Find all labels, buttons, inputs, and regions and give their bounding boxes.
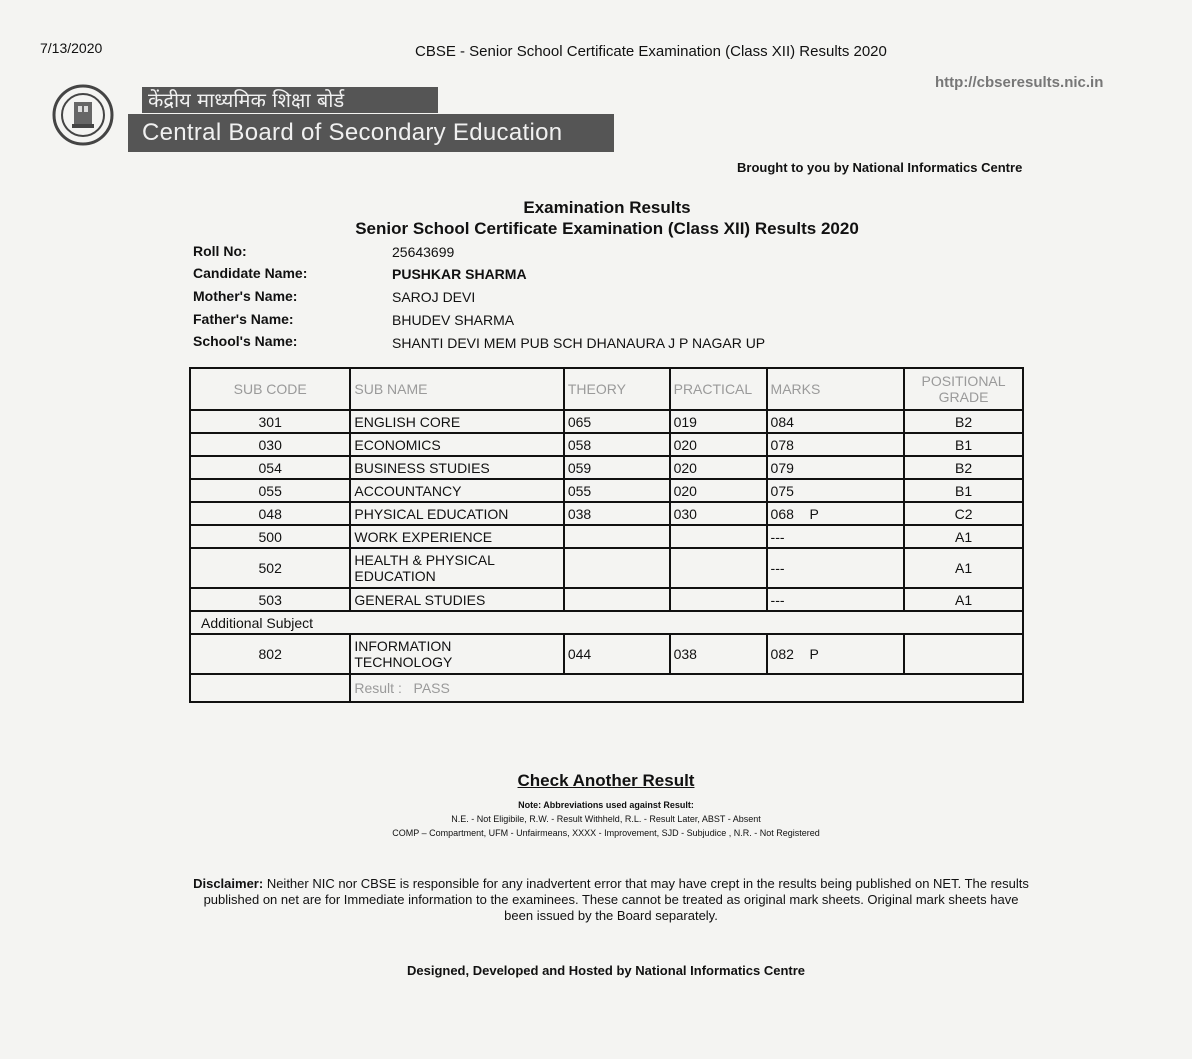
disclaimer	[190, 876, 1032, 924]
col-sub-code: SUB CODE	[190, 368, 350, 410]
grade: A1	[904, 548, 1023, 588]
candidate-name: PUSHKAR SHARMA	[392, 266, 527, 282]
practical-marks	[670, 525, 767, 548]
sub-name: WORK EXPERIENCE	[350, 525, 563, 548]
total-marks	[767, 634, 905, 674]
total-marks	[767, 456, 905, 479]
grade: B1	[904, 479, 1023, 502]
marks-flag: P	[809, 505, 819, 522]
sub-name-line1: HEALTH & PHYSICAL	[354, 552, 495, 568]
result-label: Result :	[354, 680, 402, 696]
sub-code: 048	[190, 502, 350, 525]
theory-marks	[564, 588, 670, 611]
total-marks	[767, 502, 905, 525]
sub-code: 054	[190, 456, 350, 479]
total-marks	[767, 525, 905, 548]
theory-marks: 065	[564, 410, 670, 433]
marks-flag: P	[809, 646, 819, 662]
table-row	[190, 502, 1023, 525]
theory-marks: 059	[564, 456, 670, 479]
print-date: 7/13/2020	[40, 40, 103, 56]
abbreviations-line-1: N.E. - Not Eligibile, R.W. - Result Withheld, R.L. - Result Later, ABST - Absent	[451, 814, 761, 824]
marks-table	[189, 367, 1024, 703]
practical-marks: 020	[670, 456, 767, 479]
practical-marks: 030	[670, 502, 767, 525]
grade: C2	[904, 502, 1023, 525]
practical-marks: 020	[670, 433, 767, 456]
table-row	[190, 456, 1023, 479]
sub-code: 802	[190, 634, 350, 674]
father-name-label: Father's Name:	[193, 311, 294, 327]
theory-marks: 058	[564, 433, 670, 456]
practical-marks: 038	[670, 634, 767, 674]
result-row	[190, 674, 1023, 702]
check-another-result-link[interactable]: Check Another Result	[517, 771, 695, 790]
sub-code: 500	[190, 525, 350, 548]
col-theory: THEORY	[564, 368, 670, 410]
marks-value: 079	[770, 459, 794, 476]
result-value: PASS	[413, 680, 450, 696]
additional-subject-label: Additional Subject	[190, 611, 1023, 634]
col-sub-name: SUB NAME	[350, 368, 563, 410]
theory-marks	[564, 548, 670, 588]
additional-subject-row	[190, 611, 1023, 634]
sub-name: ACCOUNTANCY	[350, 479, 563, 502]
sub-code: 030	[190, 433, 350, 456]
results-title: Examination Results	[523, 198, 691, 217]
marks-value: ---	[770, 591, 785, 608]
abbreviations-line-2: COMP – Compartment, UFM - Unfairmeans, XXXX - Improvement, SJD - Subjudice , N.R. - Not Registered	[392, 828, 820, 838]
sub-name-line2: TECHNOLOGY	[354, 654, 453, 670]
roll-label: Roll No:	[193, 243, 247, 259]
candidate-name-label: Candidate Name:	[193, 265, 308, 281]
sub-code: 301	[190, 410, 350, 433]
marks-value: 082	[770, 646, 794, 662]
site-url[interactable]: http://cbseresults.nic.in	[935, 74, 1104, 91]
table-row	[190, 525, 1023, 548]
brought-by: Brought to you by National Informatics Centre	[737, 160, 1023, 175]
sub-name-line1: INFORMATION	[354, 638, 452, 654]
table-row	[190, 410, 1023, 433]
col-positional-grade	[904, 368, 1023, 410]
sub-name	[350, 548, 563, 588]
marks-value: ---	[770, 528, 785, 545]
grade: A1	[904, 525, 1023, 548]
theory-marks: 044	[564, 634, 670, 674]
table-row	[190, 588, 1023, 611]
sub-name: ENGLISH CORE	[350, 410, 563, 433]
sub-code: 055	[190, 479, 350, 502]
practical-marks: 019	[670, 410, 767, 433]
result-blank-cell	[190, 674, 350, 702]
disclaimer-label: Disclaimer:	[193, 876, 264, 891]
print-title: CBSE - Senior School Certificate Examination (Class XII) Results 2020	[415, 43, 887, 60]
marks-value: ---	[770, 560, 785, 576]
grade-header-line2: GRADE	[938, 389, 989, 405]
marks-value: 078	[770, 436, 794, 453]
sub-name: PHYSICAL EDUCATION	[350, 502, 563, 525]
grade-header-line1: POSITIONAL	[921, 373, 1006, 389]
table-row	[190, 634, 1023, 674]
grade: B2	[904, 456, 1023, 479]
col-practical: PRACTICAL	[670, 368, 767, 410]
mother-name-label: Mother's Name:	[193, 288, 298, 304]
board-name-hindi: केंद्रीय माध्यमिक शिक्षा बोर्ड	[142, 87, 438, 113]
total-marks	[767, 410, 905, 433]
school-name: SHANTI DEVI MEM PUB SCH DHANAURA J P NAGAR UP	[392, 335, 766, 351]
board-name-english: Central Board of Secondary Education	[128, 114, 614, 152]
father-name: BHUDEV SHARMA	[392, 312, 515, 328]
table-row	[190, 433, 1023, 456]
cbse-emblem-icon	[52, 84, 114, 146]
abbreviations-heading: Note: Abbreviations used against Result:	[518, 800, 694, 810]
total-marks	[767, 479, 905, 502]
sub-code: 502	[190, 548, 350, 588]
table-header-row	[190, 368, 1023, 410]
school-name-label: School's Name:	[193, 333, 298, 349]
roll-number: 25643699	[392, 244, 455, 260]
grade: B1	[904, 433, 1023, 456]
theory-marks	[564, 525, 670, 548]
grade	[904, 634, 1023, 674]
sub-name	[350, 634, 563, 674]
grade: B2	[904, 410, 1023, 433]
footer-credit: Designed, Developed and Hosted by National Informatics Centre	[406, 963, 806, 978]
grade: A1	[904, 588, 1023, 611]
marks-value: 084	[770, 413, 794, 430]
sub-name: BUSINESS STUDIES	[350, 456, 563, 479]
sub-code: 503	[190, 588, 350, 611]
sub-name-line2: EDUCATION	[354, 568, 436, 584]
col-marks: MARKS	[767, 368, 905, 410]
practical-marks	[670, 588, 767, 611]
practical-marks: 020	[670, 479, 767, 502]
mother-name: SAROJ DEVI	[392, 289, 476, 305]
practical-marks	[670, 548, 767, 588]
table-row	[190, 479, 1023, 502]
marks-value: 068	[770, 505, 794, 522]
table-row	[190, 548, 1023, 588]
theory-marks: 038	[564, 502, 670, 525]
result-cell	[350, 674, 1023, 702]
sub-name: ECONOMICS	[350, 433, 563, 456]
disclaimer-text: Neither NIC nor CBSE is responsible for any inadvertent error that may have crept in the results being published on NET. The results published on net are for Immediate information to the examinees. These cannot be treated as original mark sheets. Original mark sheets have been issued by the Board separately.	[203, 876, 1029, 923]
total-marks	[767, 588, 905, 611]
theory-marks: 055	[564, 479, 670, 502]
results-subtitle: Senior School Certificate Examination (Class XII) Results 2020	[355, 219, 859, 238]
total-marks	[767, 548, 905, 588]
marks-value: 075	[770, 482, 794, 499]
total-marks	[767, 433, 905, 456]
sub-name: GENERAL STUDIES	[350, 588, 563, 611]
